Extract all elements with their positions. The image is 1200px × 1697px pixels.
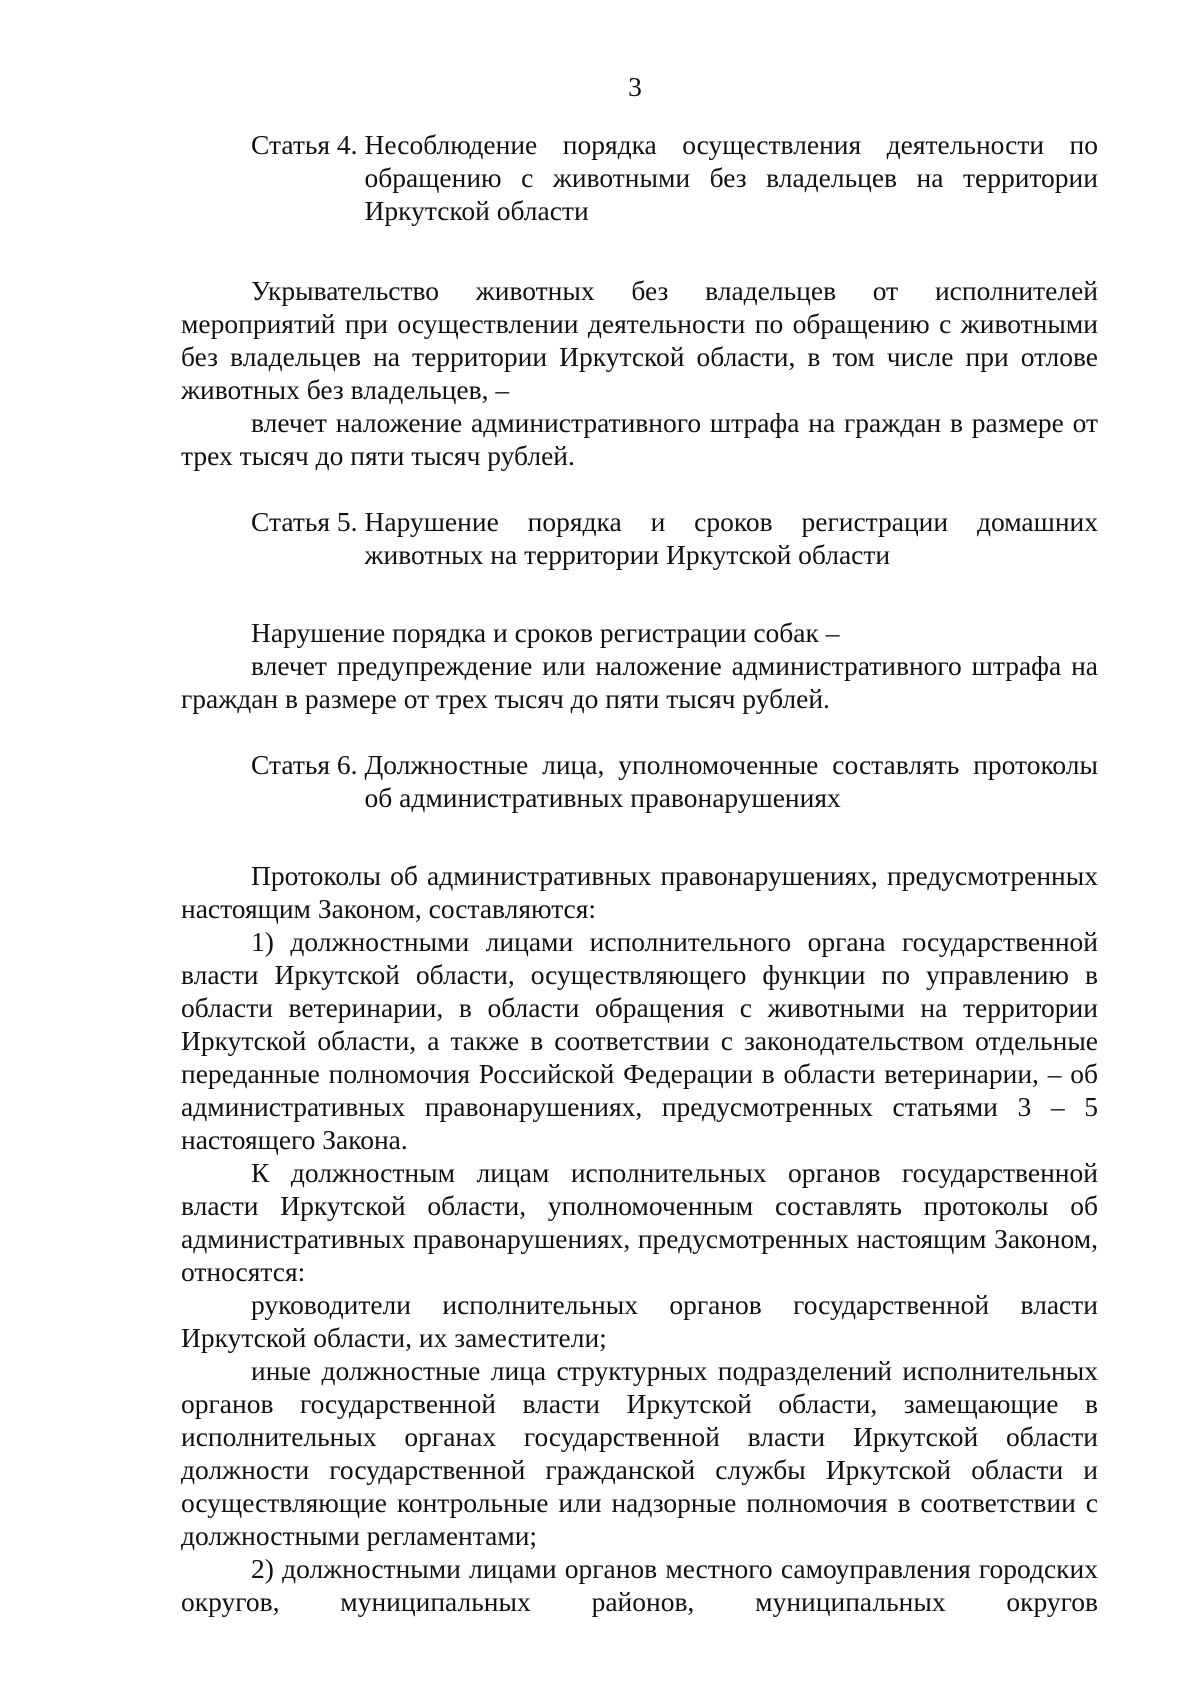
article-5-paragraph-1: Нарушение порядка и сроков регистрации собак –: [251, 617, 840, 648]
article-6-paragraph-2: 1) должностными лицами исполнительного органа государственной власти Иркутской области, осуществляющего функции по управлению в области ветеринарии, в области обращения с животными на территории Иркутской области, а также в соответствии с законодательством отдельные переданные полномочия Российской Федерации в области ветеринарии, – об административных правонарушениях, предусмотренных статьями 3 – 5 настоящего Закона.: [181, 926, 1098, 1155]
page-number: 3: [628, 71, 642, 102]
article-4-paragraph-1: Укрывательство животных без владельцев от исполнителей мероприятий при осуществлении деятельности по обращению с животными без владельцев на территории Иркутской области, в том числе при отлове животных без владельцев, –: [181, 275, 1098, 405]
article-6-paragraph-3: К должностным лицам исполнительных органов государственной власти Иркутской области, уполномоченным составлять протоколы об административных правонарушениях, предусмотренных настоящим Законом, относятся:: [181, 1157, 1098, 1287]
article-6-title: Должностные лица, уполномоченные составлять протоколы об административных правонарушениях: [364, 749, 1098, 813]
article-6-heading: [181, 748, 1098, 814]
article-6-paragraph-5: иные должностные лица структурных подразделений исполнительных органов государственной власти Иркутской области, замещающие в исполнительных органах государственной власти Иркутской области должности государственной гражданской службы Иркутской области и осуществляющие контрольные или надзорные полномочия в соответствии с должностными регламентами;: [181, 1355, 1098, 1551]
article-5-paragraph-2: влечет предупреждение или наложение административного штрафа на граждан в размере от трех тысяч до пяти тысяч рублей.: [181, 650, 1098, 714]
article-4-label: Статья 4.: [251, 129, 358, 160]
article-6-label: Статья 6.: [251, 749, 358, 780]
article-6-paragraph-4: руководители исполнительных органов государственной власти Иркутской области, их заместители;: [181, 1289, 1098, 1353]
article-4-paragraph-2: влечет наложение административного штрафа на граждан в размере от трех тысяч до пяти тысяч рублей.: [181, 407, 1098, 471]
article-5-heading: [181, 505, 1098, 571]
article-4-heading: [181, 128, 1098, 227]
article-5-title: Нарушение порядка и сроков регистрации домашних животных на территории Иркутской области: [364, 506, 1098, 570]
document-body: [181, 128, 1098, 1618]
article-6-paragraph-1: Протоколы об административных правонарушениях, предусмотренных настоящим Законом, составляются:: [181, 860, 1098, 924]
article-4-title: Несоблюдение порядка осуществления деятельности по обращению с животными без владельцев на территории Иркутской области: [364, 129, 1098, 226]
article-5-label: Статья 5.: [251, 506, 358, 537]
article-6-paragraph-6: 2) должностными лицами органов местного самоуправления городских округов, муниципальных районов, муниципальных округов: [181, 1553, 1098, 1617]
